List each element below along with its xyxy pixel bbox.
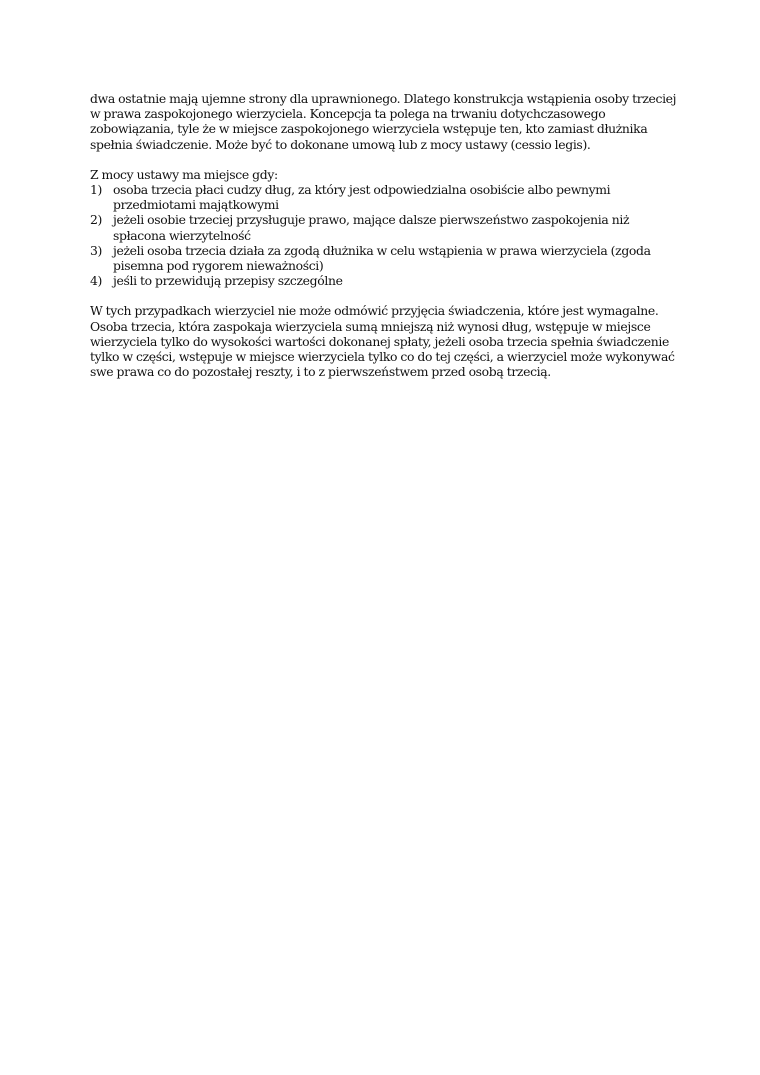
list-item xyxy=(90,243,680,273)
paragraph-spacer xyxy=(90,152,680,167)
list-item-number: 2) xyxy=(90,212,103,228)
list-item xyxy=(90,273,680,288)
document-body xyxy=(90,91,680,379)
list-item xyxy=(90,182,680,212)
list-item-number: 3) xyxy=(90,242,103,258)
statutory-cases-list xyxy=(90,182,680,288)
paragraph-cessio-legis: dwa ostatnie mają ujemne strony dla uprawnionego. Dlatego konstrukcja wstąpienia osoby trzeciej w prawa zaspokojonego wierzyciela. Koncepcja ta polega na trwaniu dotychczasowego zobowiązania, tyle że w miejsce zaspokojonego wierzyciela wstępuje ten, kto zamiast dłużnika spełnia świadczenie. Może być to dokonane umową lub z mocy ustawy (cessio legis). xyxy=(90,91,677,152)
list-item-number: 1) xyxy=(90,182,103,198)
list-item-text: jeżeli osobie trzeciej przysługuje prawo, mające dalsze pierwszeństwo zaspokojenia niż spłacona wierzytelność xyxy=(113,212,630,243)
list-intro: Z mocy ustawy ma miejsce gdy: xyxy=(90,166,278,182)
list-item-number: 4) xyxy=(90,273,103,289)
list-item-text: jeśli to przewidują przepisy szczególne xyxy=(113,273,343,289)
list-item-text: jeżeli osoba trzecia działa za zgodą dłużnika w celu wstąpienia w prawa wierzyciela (zgoda pisemna pod rygorem nieważności) xyxy=(113,242,651,274)
list-item-text: osoba trzecia płaci cudzy dług, za który jest odpowiedzialna osobiście albo pewnymi przedmiotami majątkowymi xyxy=(113,182,611,213)
paragraph-spacer xyxy=(90,288,680,303)
paragraph-creditor-rights: W tych przypadkach wierzyciel nie może odmówić przyjęcia świadczenia, które jest wymagalne. Osoba trzecia, która zaspokaja wierzyciela sumą mniejszą niż wynosi dług, wstępuje w miejsce wierzyciela tylko do wysokości wartości dokonanej spłaty, jeżeli osoba trzecia spełnia świadczenie tylko w części, wstępuje w miejsce wierzyciela tylko co do tej części, a wierzyciel może wykonywać swe prawa co do pozostałej reszty, i to z pierwszeństwem przed osobą trzecią. xyxy=(90,303,675,380)
list-item xyxy=(90,212,680,242)
